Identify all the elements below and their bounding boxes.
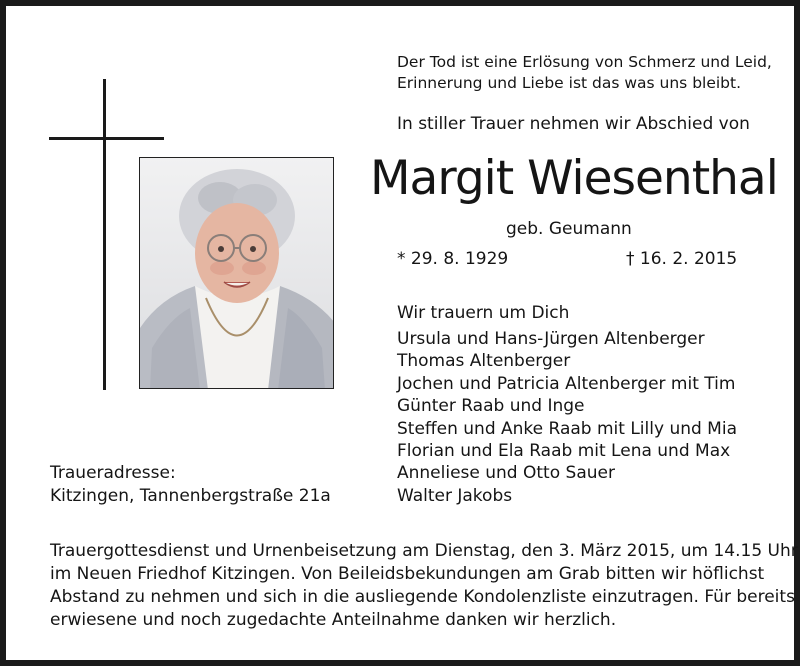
address-label: Traueradresse: <box>50 463 176 483</box>
intro-text: In stiller Trauer nehmen wir Abschied von <box>397 114 750 134</box>
mourner-item: Thomas Altenberger <box>397 351 571 372</box>
mourner-item: Jochen und Patricia Altenberger mit Tim <box>397 373 736 394</box>
service-info <box>50 540 798 632</box>
service-line: Abstand zu nehmen und sich in die ausliegende Kondolenzliste einzutragen. Für bereits <box>50 587 795 607</box>
mourner-item: Walter Jakobs <box>397 485 513 506</box>
quote-line: Erinnerung und Liebe ist das was uns bleibt. <box>397 74 742 92</box>
mourner-item: Steffen und Anke Raab mit Lilly und Mia <box>397 418 737 439</box>
quote-line: Der Tod ist eine Erlösung von Schmerz und Leid, <box>397 53 772 71</box>
deceased-name: Margit Wiesenthal <box>370 151 778 206</box>
cross-icon-bar <box>49 137 164 140</box>
birth-date: * 29. 8. 1929 <box>397 249 509 269</box>
mourner-item: Anneliese und Otto Sauer <box>397 463 615 484</box>
service-line: im Neuen Friedhof Kitzingen. Von Beileidsbekundungen am Grab bitten wir höflichst <box>50 564 765 584</box>
mourner-item: Günter Raab und Inge <box>397 396 585 417</box>
quote <box>397 52 772 94</box>
portrait-illustration <box>140 158 334 389</box>
mourning-heading: Wir trauern um Dich <box>397 303 570 323</box>
maiden-name: geb. Geumann <box>506 219 632 239</box>
service-line: erwiesene und noch zugedachte Anteilnahme danken wir herzlich. <box>50 610 617 630</box>
death-date: † 16. 2. 2015 <box>626 249 738 269</box>
address-value: Kitzingen, Tannenbergstraße 21a <box>50 485 331 506</box>
portrait-photo <box>139 157 334 389</box>
mourner-item: Florian und Ela Raab mit Lena und Max <box>397 441 731 462</box>
mourner-item: Ursula und Hans-Jürgen Altenberger <box>397 329 705 349</box>
mourning-address <box>50 462 331 507</box>
mourners-list <box>397 328 737 507</box>
cross-icon <box>103 79 106 390</box>
service-line: Trauergottesdienst und Urnenbeisetzung am Dienstag, den 3. März 2015, um 14.15 Uhr <box>50 541 798 561</box>
